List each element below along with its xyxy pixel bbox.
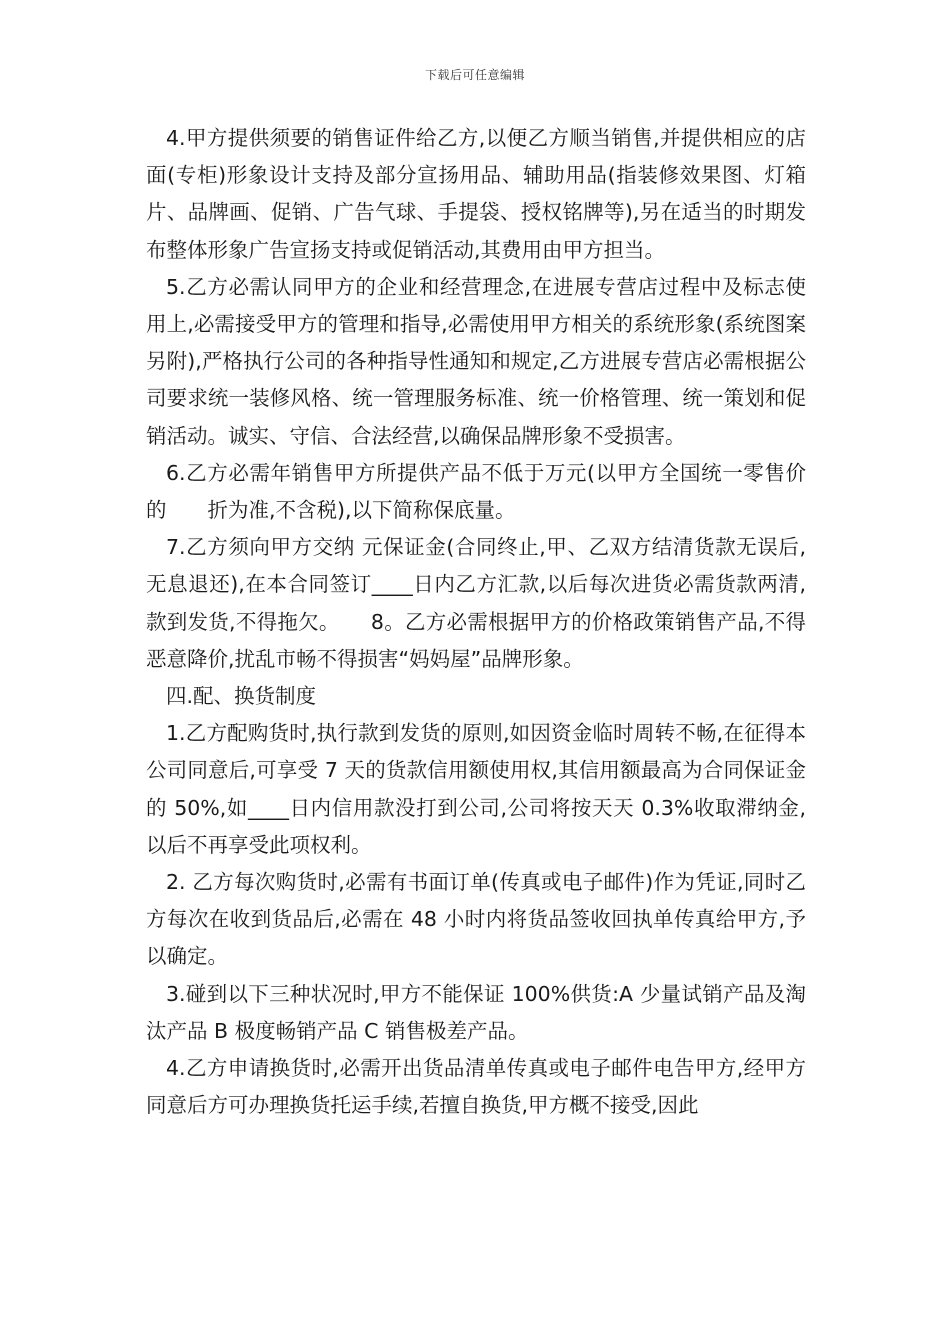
paragraph-exchange-4: 4.乙方申请换货时,必需开出货品清单传真或电子邮件电告甲方,经甲方同意后方可办理换货托运手续,若擅自换货,甲方概不接受,因此 xyxy=(146,1056,806,1118)
paragraph-item-6: 6.乙方必需年销售甲方所提供产品不低于万元(以甲方全国统一零售价的 折为准,不含税),以下简称保底量。 xyxy=(146,460,806,523)
page-header: 下载后可任意编辑 xyxy=(424,68,525,82)
paragraph-item-7: 7.乙方须向甲方交纳 元保证金(合同终止,甲、乙双方结清货款无误后,无息退还),在本合同签订____日内乙方汇款,以后每次进货必需货款两清,款到发货,不得拖欠。 8。乙方必需根据甲方的价格政策销售产品,不得恶意降价,扰乱市畅不得损害“妈妈屋”品牌形象。 xyxy=(146,535,806,671)
paragraph-item-5: 5.乙方必需认同甲方的企业和经营理念,在进展专营店过程中及标志使用上,必需接受甲方的管理和指导,必需使用甲方相关的系统形象(系统图案另附),严格执行公司的各种指导性通知和规定,乙方进展专营店必需根据公司要求统一装修风格、统一管理服务标准、统一价格管理、统一策划和促销活动。诚实、守信、合法经营,以确保品牌形象不受损害。 xyxy=(146,274,806,448)
paragraph-exchange-2: 2. 乙方每次购货时,必需有书面订单(传真或电子邮件)作为凭证,同时乙方每次在收到货品后,必需在 48 小时内将货品签收回执单传真给甲方,予以确定。 xyxy=(146,870,806,969)
paragraph-exchange-3: 3.碰到以下三种状况时,甲方不能保证 100%供货:A 少量试销产品及淘汰产品 B 极度畅销产品 C 销售极差产品。 xyxy=(146,981,806,1043)
paragraph-exchange-1: 1.乙方配购货时,执行款到发货的原则,如因资金临时周转不畅,在征得本公司同意后,可享受 7 天的货款信用额使用权,其信用额最高为合同保证金的 50%,如____日内信用款没打到公司,公司将按天天 0.3%收取滞纳金,以后不再享受此项权利。 xyxy=(146,721,806,857)
paragraph-item-4: 4.甲方提供须要的销售证件给乙方,以便乙方顺当销售,并提供相应的店面(专柜)形象设计支持及部分宣扬用品、辅助用品(指装修效果图、灯箱片、品牌画、促销、广告气球、手提袋、授权铭牌等),另在适当的时期发布整体形象广告宣扬支持或促销活动,其费用由甲方担当。 xyxy=(146,126,806,262)
document-body xyxy=(146,120,806,1124)
section-heading-4: 四.配、换货制度 xyxy=(166,684,317,709)
